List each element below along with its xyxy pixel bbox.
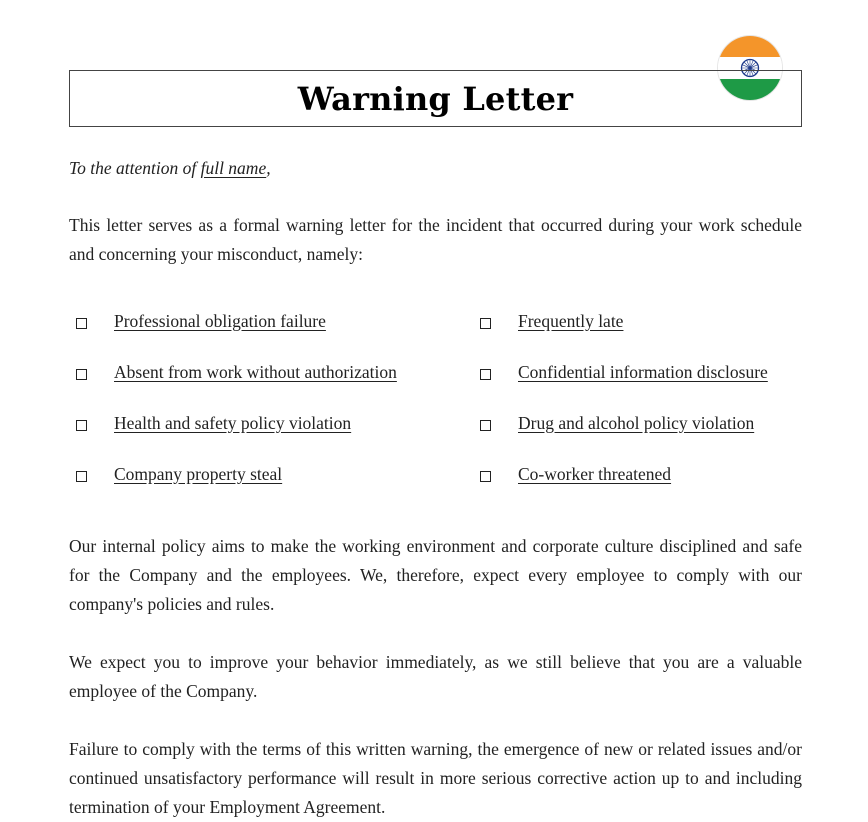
checklist-item[interactable] bbox=[480, 408, 754, 438]
checklist-label: Drug and alcohol policy violation bbox=[518, 412, 755, 433]
checkbox[interactable] bbox=[480, 420, 491, 431]
checkbox[interactable] bbox=[76, 420, 87, 431]
checkbox[interactable] bbox=[480, 318, 491, 329]
checklist-label: Company property steal bbox=[114, 463, 283, 484]
attention-suffix: , bbox=[266, 158, 271, 178]
checklist-label: Frequently late bbox=[518, 310, 624, 331]
checklist-label: Confidential information disclosure bbox=[518, 361, 768, 382]
expectation-paragraph: We expect you to improve your behavior immediately, as we still believe that you are a valuable employee of the Company. bbox=[69, 652, 802, 701]
checklist-item[interactable] bbox=[480, 459, 671, 489]
title-box bbox=[69, 70, 802, 127]
checklist-label: Professional obligation failure bbox=[114, 310, 326, 331]
document-title: Warning Letter bbox=[297, 79, 574, 118]
checklist-item[interactable] bbox=[480, 357, 768, 387]
checklist-item[interactable] bbox=[76, 357, 397, 387]
checklist-label: Health and safety policy violation bbox=[114, 412, 352, 433]
attention-line bbox=[69, 154, 802, 183]
checkbox[interactable] bbox=[76, 471, 87, 482]
checkbox[interactable] bbox=[480, 471, 491, 482]
checklist-item[interactable] bbox=[76, 408, 351, 438]
checklist-label: Co-worker threatened bbox=[518, 463, 672, 484]
policy-paragraph: Our internal policy aims to make the working environment and corporate culture disciplined and safe for the Company and the employees. We, therefore, expect every employee to comply with our company's policies and rules. bbox=[69, 536, 802, 614]
failure-paragraph: Failure to comply with the terms of this written warning, the emergence of new or related issues and/or continued unsatisfactory performance will result in more serious corrective action up to and including termination of your Employment Agreement. bbox=[69, 739, 802, 817]
intro-paragraph: This letter serves as a formal warning letter for the incident that occurred during your work schedule and concerning your misconduct, namely: bbox=[69, 215, 802, 264]
recipient-name-field: full name bbox=[200, 158, 267, 178]
misconduct-checklist bbox=[76, 306, 806, 506]
checklist-label: Absent from work without authorization bbox=[114, 361, 397, 382]
checklist-item[interactable] bbox=[76, 459, 282, 489]
attention-prefix: To the attention of bbox=[69, 158, 201, 178]
checkbox[interactable] bbox=[76, 369, 87, 380]
checkbox[interactable] bbox=[480, 369, 491, 380]
checklist-item[interactable] bbox=[480, 306, 623, 336]
flag-saffron-band bbox=[718, 36, 782, 57]
checkbox[interactable] bbox=[76, 318, 87, 329]
checklist-item[interactable] bbox=[76, 306, 326, 336]
